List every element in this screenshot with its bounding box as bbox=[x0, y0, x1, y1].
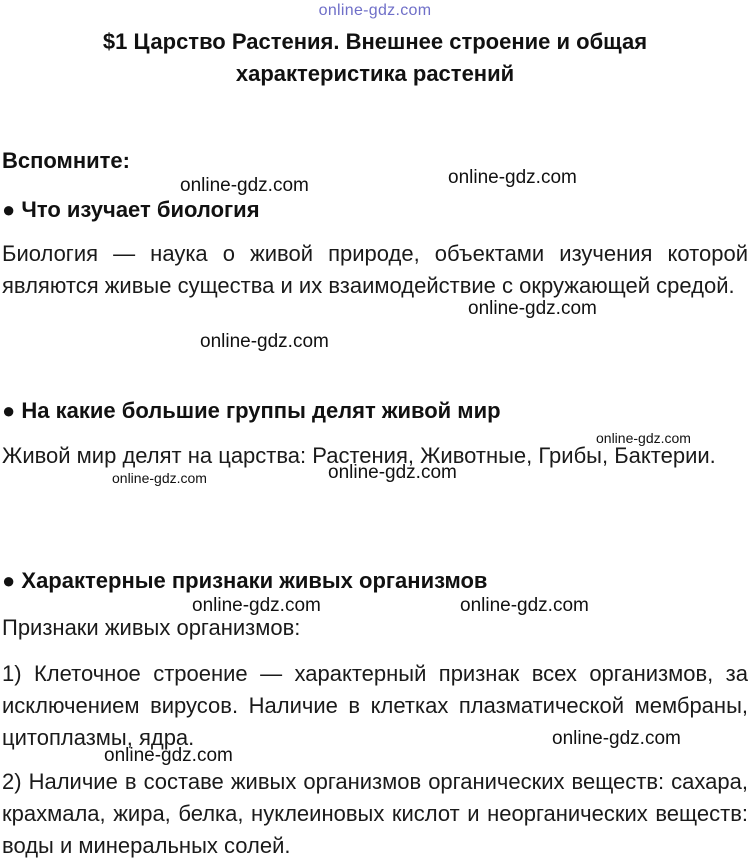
watermark: online-gdz.com bbox=[112, 470, 207, 486]
watermark: online-gdz.com bbox=[460, 595, 589, 616]
sign-item-1: 1) Клеточное строение — характерный признак всех организмов, за исключением вирусов. Наличие в клетках плазматической мембраны, цитоплазмы, ядра. bbox=[2, 661, 748, 750]
top-watermark: online-gdz.com bbox=[318, 2, 432, 19]
page-title bbox=[0, 26, 750, 90]
watermark: online-gdz.com bbox=[552, 728, 681, 749]
question-groups: ● На какие большие группы делят живой мир bbox=[2, 398, 501, 423]
sign-item-2: 2) Наличие в составе живых организмов органических веществ: сахара, крахмала, жира, белка, нуклеиновых кислот и неорганических веществ: воды и минеральных солей. bbox=[2, 769, 748, 858]
answer-groups: Живой мир делят на царства: Растения, Животные, Грибы, Бактерии. bbox=[2, 443, 716, 468]
answer-biology: Биология — наука о живой природе, объектами изучения которой являются живые существа и их взаимодействие с окружающей средой. bbox=[2, 241, 748, 298]
remember-heading: Вспомните: bbox=[2, 148, 130, 173]
watermark: online-gdz.com bbox=[180, 175, 309, 196]
watermark: online-gdz.com bbox=[200, 331, 329, 352]
watermark: online-gdz.com bbox=[468, 298, 597, 319]
signs-intro: Признаки живых организмов: bbox=[2, 615, 301, 640]
title-line-2: характеристика растений bbox=[235, 61, 515, 86]
watermark: online-gdz.com bbox=[104, 745, 233, 766]
question-biology: ● Что изучает биология bbox=[2, 197, 260, 222]
watermark: online-gdz.com bbox=[328, 462, 457, 483]
watermark: online-gdz.com bbox=[448, 167, 577, 188]
watermark: online-gdz.com bbox=[596, 430, 691, 446]
watermark: online-gdz.com bbox=[192, 595, 321, 616]
question-signs: ● Характерные признаки живых организмов bbox=[2, 568, 488, 593]
title-line-1: $1 Царство Растения. Внешнее строение и общая bbox=[102, 29, 648, 54]
